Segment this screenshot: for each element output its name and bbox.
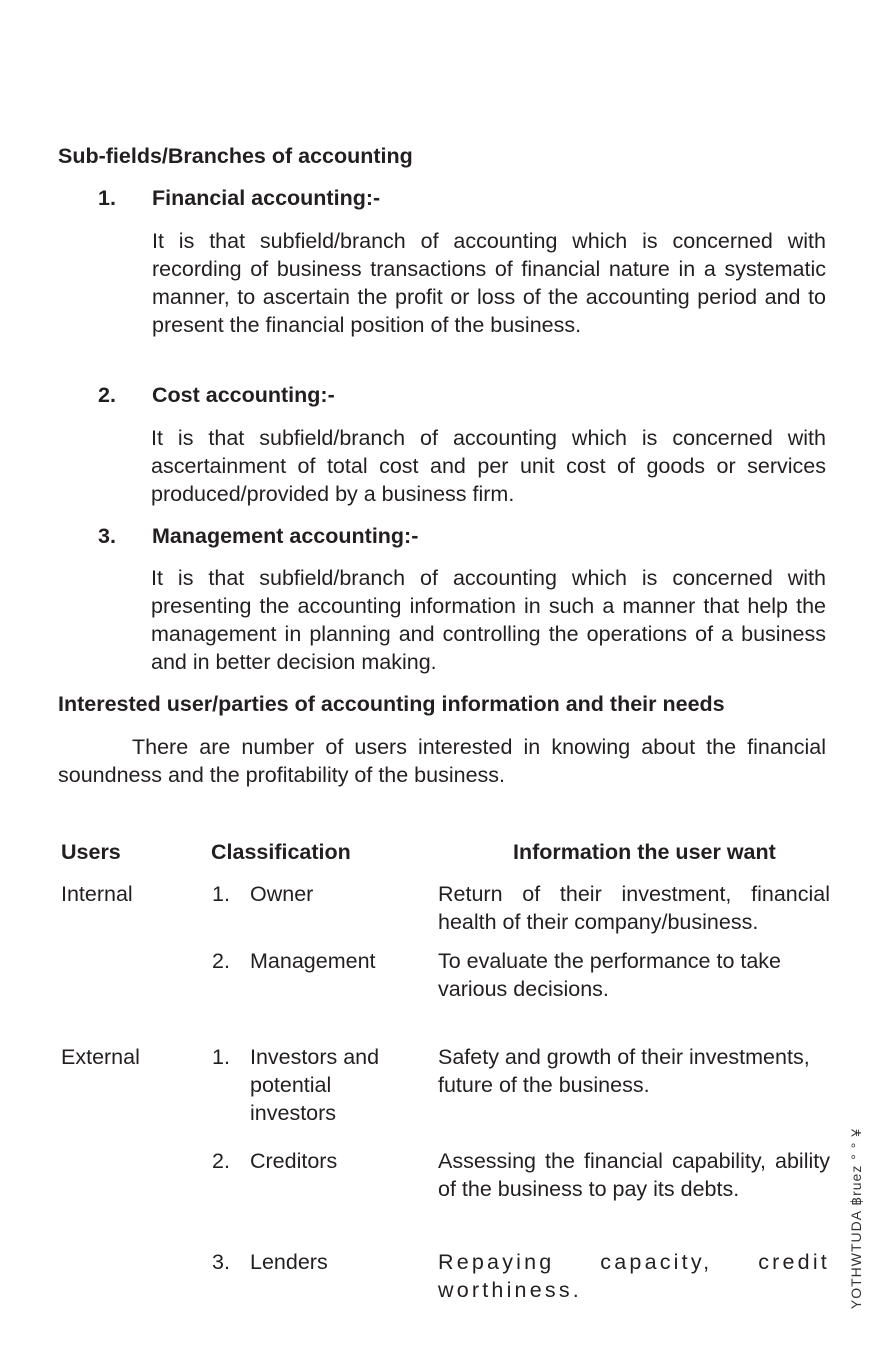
row-classification: Investors and potential investors [250, 1045, 380, 1125]
item-text-management: It is that subfield/branch of accounting which is concerned with presenting the accounting information in such a manner that help the management in planning and controlling the operations of a business and in better decision making. [151, 566, 826, 674]
item-number: 3. [98, 524, 116, 548]
row-num: 2. [212, 949, 230, 973]
row-info: Return of their investment, financial health of their company/business. [438, 882, 830, 934]
item-number: 1. [98, 186, 116, 210]
margin-mark: YOTHWTUDA ฿ruez ° ° ¥ [848, 1128, 864, 1310]
row-info: Repaying capacity, credit worthiness. [438, 1250, 830, 1302]
table-header-users: Users [61, 840, 121, 864]
table-header-classification: Classification [211, 840, 351, 864]
row-user: Internal [61, 882, 133, 906]
row-classification: Creditors [250, 1149, 338, 1173]
item-text-financial: It is that subfield/branch of accounting which is concerned with recording of business transactions of financial nature in a systematic manner, to ascertain the profit or loss of the accounting period and to present the financial position of the business. [152, 229, 826, 337]
row-num: 2. [212, 1149, 230, 1173]
section-intro: There are number of users interested in knowing about the financial soundness and the profitability of the business. [58, 735, 826, 787]
row-classification: Management [250, 949, 376, 973]
row-num: 3. [212, 1250, 230, 1274]
item-title-cost: Cost accounting:- [152, 383, 335, 407]
row-num: 1. [212, 1045, 230, 1069]
row-classification: Owner [250, 882, 314, 906]
row-classification: Lenders [250, 1250, 328, 1274]
item-title-management: Management accounting:- [152, 524, 419, 548]
row-num: 1. [212, 882, 230, 906]
row-info: To evaluate the performance to take various decisions. [438, 949, 782, 1001]
item-title-financial: Financial accounting:- [152, 186, 381, 210]
item-number: 2. [98, 383, 116, 407]
row-info: Assessing the financial capability, ability of the business to pay its debts. [438, 1149, 830, 1201]
section-heading-users: Interested user/parties of accounting information and their needs [58, 692, 725, 716]
section-heading-branches: Sub-fields/Branches of accounting [58, 144, 413, 168]
item-text-cost: It is that subfield/branch of accounting which is concerned with ascertainment of total cost and per unit cost of goods or services produced/provided by a business firm. [151, 426, 826, 506]
row-info: Safety and growth of their investments, future of the business. [438, 1045, 810, 1097]
table-header-information: Information the user want [513, 840, 776, 864]
row-user: External [61, 1045, 140, 1069]
